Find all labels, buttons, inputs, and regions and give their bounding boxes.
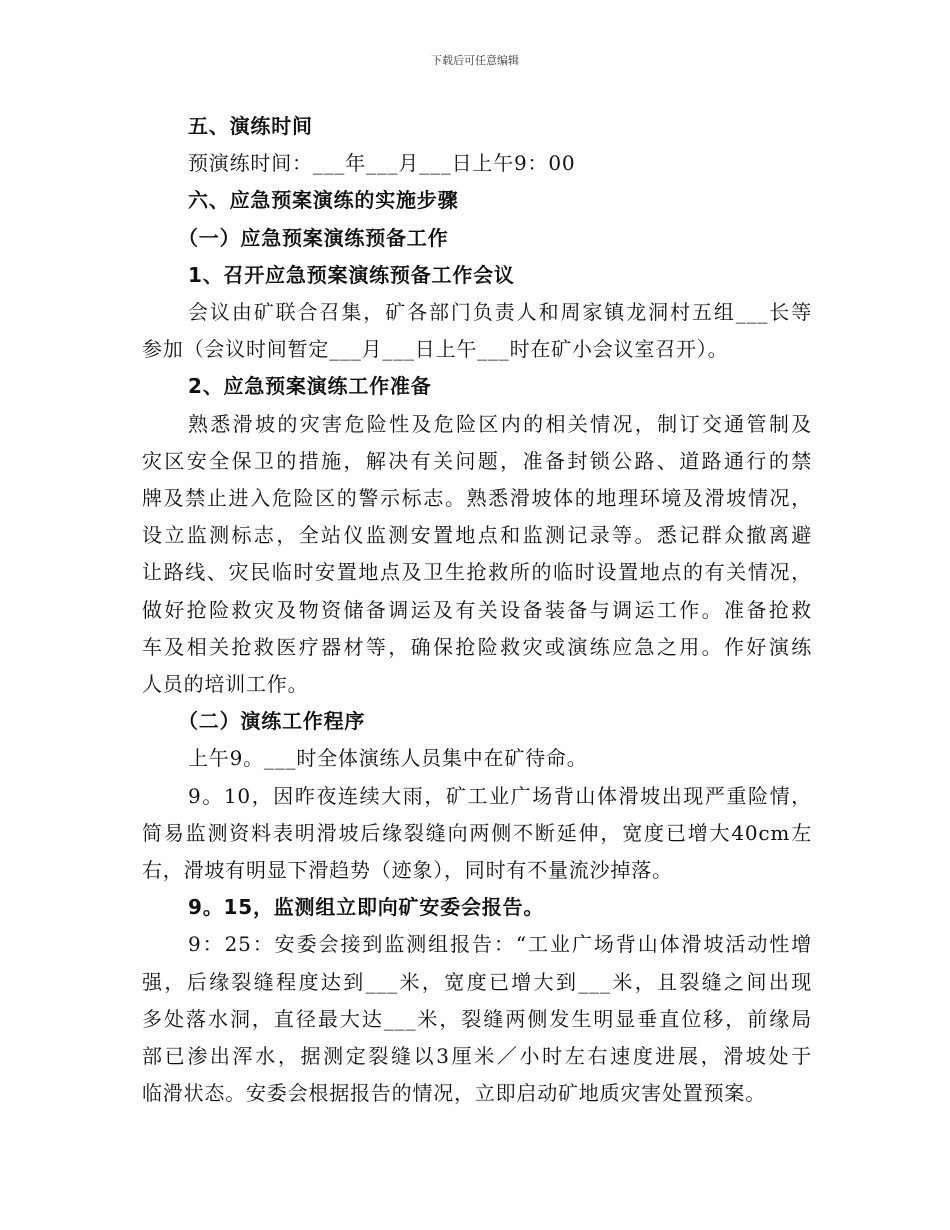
- page-header-note: 下载后可任意编辑: [431, 54, 519, 67]
- text-line: 右，滑坡有明显下滑趋势（迹象），同时有不量流沙掉落。: [142, 858, 673, 883]
- text-line: 做好抢险救灾及物资储备调运及有关设备装备与调运工作。准备抢救: [142, 597, 812, 622]
- text-line: 参加（会议时间暂定___月___日上午___时在矿小会议室召开）。: [142, 337, 729, 362]
- text-line: 9。10，因昨夜连续大雨，矿工业广场背山体滑坡出现严重险情，: [188, 783, 812, 808]
- text-line: 简易监测资料表明滑坡后缘裂缝向两侧不断延伸，宽度已增大40cm左: [142, 820, 812, 845]
- text-line: 会议由矿联合召集，矿各部门负责人和周家镇龙洞村五组___长等: [188, 300, 812, 325]
- text-line: 牌及禁止进入危险区的警示标志。熟悉滑坡体的地理环境及滑坡情况，: [142, 486, 812, 511]
- text-line: 预演练时间：___年___月___日上午9：00: [188, 151, 576, 176]
- text-line: 多处落水洞，直径最大达___米，裂缝两侧发生明显垂直位移，前缘局: [142, 1006, 812, 1031]
- text-line: 熟悉滑坡的灾害危险性及危险区内的相关情况，制订交通管制及: [188, 411, 812, 436]
- text-line: 让路线、灾民临时安置地点及卫生抢救所的临时设置地点的有关情况，: [142, 560, 812, 585]
- text-line: 1、召开应急预案演练预备工作会议: [188, 262, 515, 287]
- text-line: 车及相关抢救医疗器材等，确保抢险救灾或演练应急之用。作好演练: [142, 634, 812, 659]
- text-line: 2、应急预案演练工作准备: [188, 374, 432, 399]
- document-body: [142, 108, 812, 1112]
- text-line: 设立监测标志，全站仪监测安置地点和监测记录等。悉记群众撤离避: [142, 523, 812, 548]
- text-line: （二）演练工作程序: [178, 709, 366, 734]
- text-line: 9：25：安委会接到监测组报告：“工业广场背山体滑坡活动性增: [188, 932, 812, 957]
- text-line: 上午9。___时全体演练人员集中在矿待命。: [188, 746, 588, 771]
- text-line: 部已渗出浑水，据测定裂缝以3厘米／小时左右速度进展，滑坡处于: [142, 1044, 812, 1069]
- text-line: 人员的培训工作。: [142, 672, 309, 697]
- text-line: 强，后缘裂缝程度达到___米，宽度已增大到___米，且裂缝之间出现: [142, 969, 812, 994]
- text-line: 灾区安全保卫的措施，解决有关问题，准备封锁公路、道路通行的禁: [142, 448, 812, 473]
- text-line: 六、应急预案演练的实施步骤: [188, 188, 459, 213]
- text-line: 五、演练时间: [188, 114, 313, 138]
- text-line: 9。15，监测组立即向矿安委会报告。: [188, 895, 545, 920]
- text-line: 临滑状态。安委会根据报告的情况，立即启动矿地质灾害处置预案。: [142, 1081, 766, 1106]
- text-line: （一）应急预案演练预备工作: [178, 225, 449, 250]
